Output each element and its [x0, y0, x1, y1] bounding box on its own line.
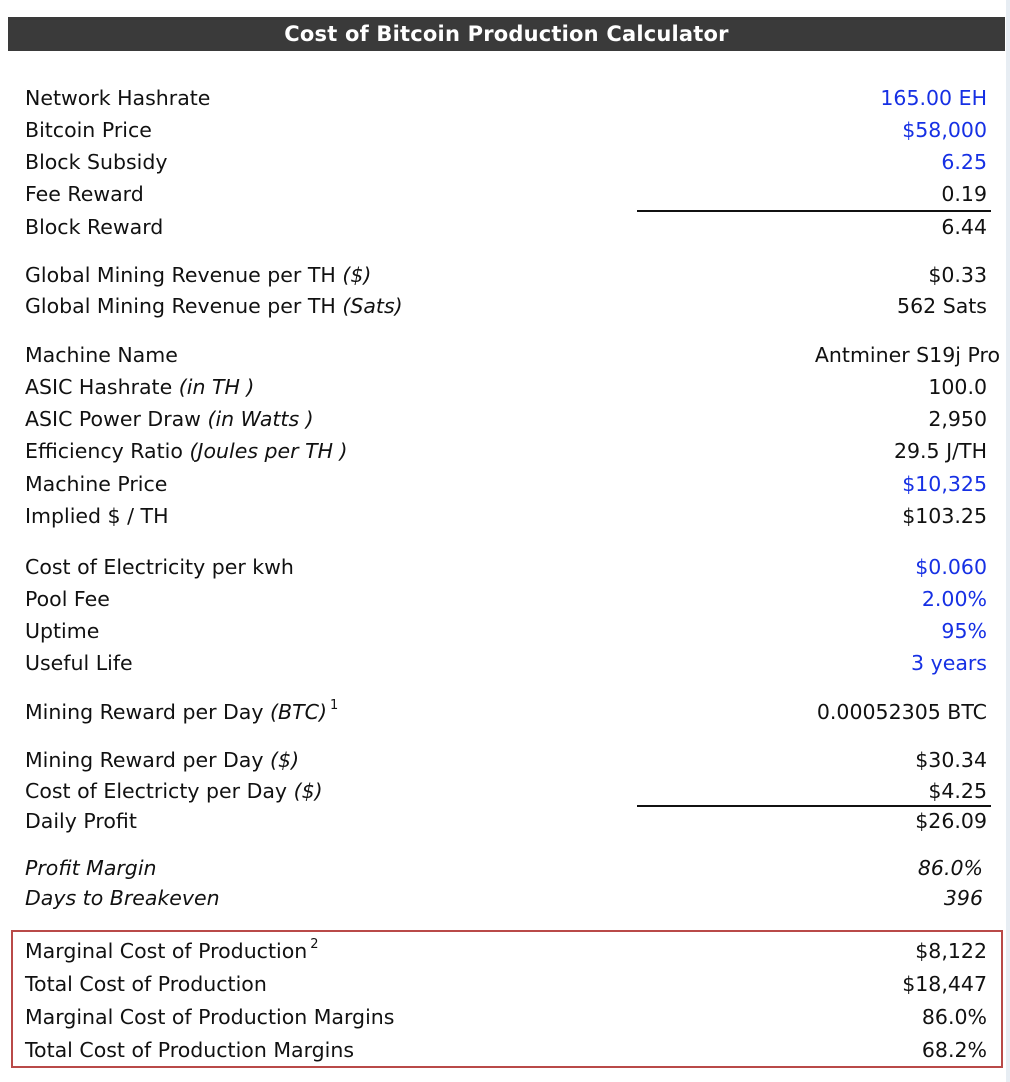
row-uptime	[0, 615, 1010, 647]
footnote-1: 1	[329, 698, 339, 714]
marginal-cost-value: $8,122	[915, 939, 987, 963]
network-hashrate-label: Network Hashrate	[25, 86, 211, 110]
row-total-margins	[0, 1034, 1010, 1066]
row-total-cost	[0, 968, 1010, 1000]
block-subsidy-label: Block Subsidy	[25, 150, 168, 174]
row-daily-profit	[0, 805, 1010, 837]
row-block-reward	[0, 211, 1010, 243]
reward-btc-label: Mining Reward per Day (BTC) $^1$	[25, 698, 339, 724]
pool-fee-label: Pool Fee	[25, 587, 110, 611]
revenue-sats-value: 562 Sats	[897, 294, 987, 318]
bitcoin-price-input[interactable]: $58,000	[902, 118, 987, 142]
asic-power-unit: (in Watts )	[207, 407, 314, 431]
fee-reward-value: 0.19	[941, 182, 987, 206]
uptime-label: Uptime	[25, 619, 100, 643]
profit-margin-label: Profit Margin	[25, 856, 157, 880]
marginal-margins-value: 86.0%	[921, 1005, 987, 1029]
row-machine-price	[0, 468, 1010, 500]
electricity-day-value: $4.25	[928, 779, 987, 803]
block-reward-label: Block Reward	[25, 215, 164, 239]
total-cost-label: Total Cost of Production	[25, 972, 267, 996]
electricity-cost-input[interactable]: $0.060	[915, 555, 987, 579]
row-block-subsidy	[0, 146, 1010, 178]
block-reward-value: 6.44	[941, 215, 987, 239]
fee-reward-label: Fee Reward	[25, 182, 144, 206]
profit-margin-value: 86.0%	[917, 856, 983, 880]
revenue-usd-value: $0.33	[928, 263, 987, 287]
row-reward-usd	[0, 744, 1010, 776]
daily-profit-value: $26.09	[915, 809, 987, 833]
calculator-title: Cost of Bitcoin Production Calculator	[8, 17, 1005, 51]
days-breakeven-label: Days to Breakeven	[25, 886, 220, 910]
machine-price-label: Machine Price	[25, 472, 168, 496]
reward-usd-label: Mining Reward per Day ($)	[25, 748, 300, 772]
useful-life-input[interactable]: 3 years	[911, 651, 987, 675]
reward-btc-value: 0.00052305 BTC	[816, 700, 987, 724]
row-network-hashrate	[0, 82, 1010, 114]
efficiency-label: Efficiency Ratio (Joules per TH )	[25, 439, 348, 463]
page-edge	[1006, 0, 1010, 1082]
row-marginal-margins	[0, 1001, 1010, 1033]
row-fee-reward	[0, 178, 1010, 210]
days-breakeven-value: 396	[943, 886, 983, 910]
machine-name-label: Machine Name	[25, 343, 178, 367]
reward-usd-value: $30.34	[915, 748, 987, 772]
electricity-cost-label: Cost of Electricity per kwh	[25, 555, 294, 579]
bitcoin-price-label: Bitcoin Price	[25, 118, 152, 142]
row-machine-name	[0, 339, 1010, 371]
pool-fee-input[interactable]: 2.00%	[921, 587, 987, 611]
asic-hashrate-label: ASIC Hashrate (in TH )	[25, 375, 255, 399]
revenue-sats-label: Global Mining Revenue per TH (Sats)	[25, 294, 403, 318]
implied-per-th-value: $103.25	[902, 504, 987, 528]
useful-life-label: Useful Life	[25, 651, 133, 675]
total-margins-value: 68.2%	[921, 1038, 987, 1062]
machine-name-value: Antminer S19j Pro	[814, 343, 1000, 367]
row-reward-btc	[0, 696, 1010, 728]
marginal-margins-label: Marginal Cost of Production Margins	[25, 1005, 395, 1029]
row-marginal-cost	[0, 935, 1010, 967]
row-pool-fee	[0, 583, 1010, 615]
total-margins-label: Total Cost of Production Margins	[25, 1038, 355, 1062]
efficiency-value: 29.5 J/TH	[893, 439, 987, 463]
row-days-breakeven	[0, 882, 1010, 914]
total-cost-value: $18,447	[902, 972, 987, 996]
network-hashrate-input[interactable]: 165.00 EH	[880, 86, 987, 110]
daily-profit-label: Daily Profit	[25, 809, 137, 833]
electricity-day-label: Cost of Electricty per Day ($)	[25, 779, 323, 803]
row-asic-power	[0, 403, 1010, 435]
row-implied-per-th	[0, 500, 1010, 532]
revenue-usd-label: Global Mining Revenue per TH ($)	[25, 263, 372, 287]
marginal-cost-label: Marginal Cost of Production $^2$	[25, 937, 319, 963]
asic-power-label: ASIC Power Draw (in Watts )	[25, 407, 314, 431]
row-electricity-cost	[0, 551, 1010, 583]
efficiency-unit: (Joules per TH )	[189, 439, 348, 463]
asic-hashrate-value: 100.0	[928, 375, 987, 399]
row-efficiency	[0, 435, 1010, 467]
block-subsidy-input[interactable]: 6.25	[941, 150, 987, 174]
footnote-2: 2	[310, 937, 319, 953]
row-electricity-day	[0, 775, 1010, 807]
row-asic-hashrate	[0, 371, 1010, 403]
uptime-input[interactable]: 95%	[941, 619, 987, 643]
row-bitcoin-price	[0, 114, 1010, 146]
row-profit-margin	[0, 852, 1010, 884]
row-revenue-usd	[0, 259, 1010, 291]
implied-per-th-label: Implied $ / TH	[25, 504, 169, 528]
machine-price-input[interactable]: $10,325	[902, 472, 987, 496]
row-useful-life	[0, 647, 1010, 679]
asic-hashrate-unit: (in TH )	[178, 375, 255, 399]
row-revenue-sats	[0, 290, 1010, 322]
asic-power-value: 2,950	[928, 407, 987, 431]
